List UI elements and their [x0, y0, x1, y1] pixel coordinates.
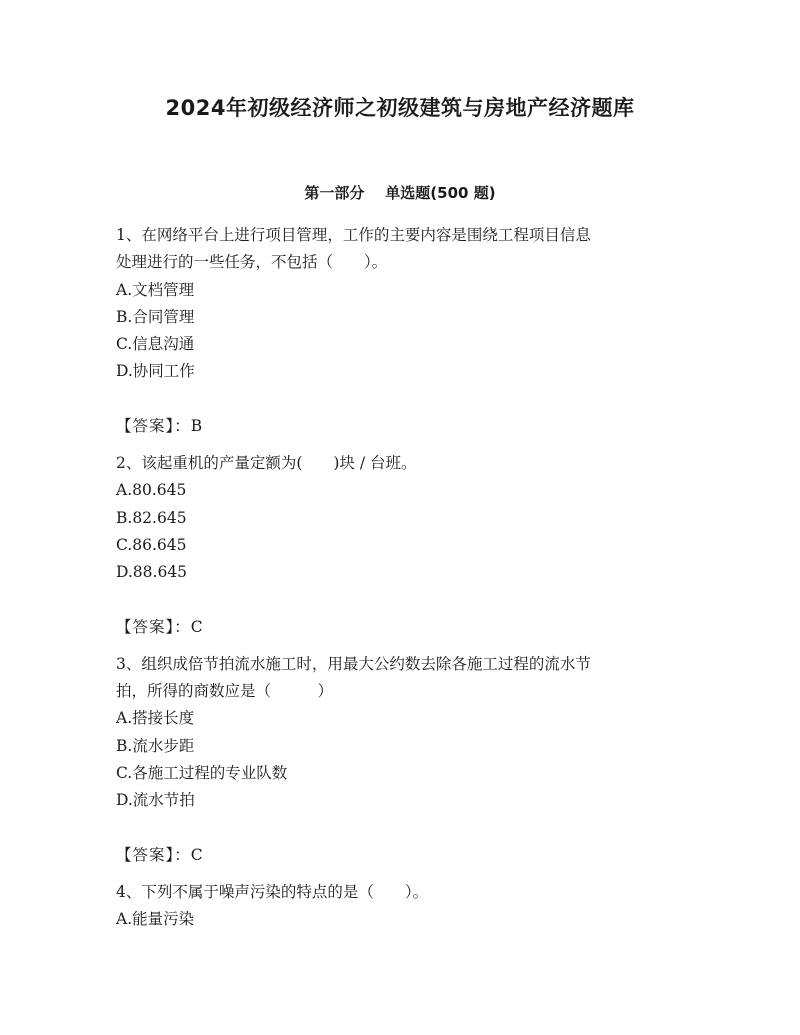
spacer [116, 641, 696, 651]
option-c: C.各施工过程的专业队数 [116, 764, 288, 783]
question-stem-line: 2、该起重机的产量定额为( )块 / 台班。 [116, 454, 417, 473]
question-4 [116, 879, 696, 934]
document-title: 2024年初级经济师之初级建筑与房地产经济题库 [165, 96, 635, 120]
answer-label: 【答案】： [116, 416, 191, 435]
option-d: D.协同工作 [116, 362, 195, 381]
answer-label: 【答案】： [116, 845, 191, 864]
answer-value: B [190, 416, 203, 435]
option-a: A.能量污染 [116, 910, 195, 929]
answer-value: C [190, 617, 203, 636]
question-1 [116, 222, 696, 440]
question-stem-line: 3、组织成倍节拍流水施工时，用最大公约数去除各施工过程的流水节 [116, 654, 591, 673]
option-b: B.流水步距 [116, 736, 195, 755]
option-c: C.信息沟通 [116, 335, 195, 354]
option-d: D.流水节拍 [116, 791, 195, 810]
spacer [116, 869, 696, 879]
answer-label: 【答案】： [116, 617, 191, 636]
question-3 [116, 651, 696, 869]
section-heading: 第一部分 单选题(500 题) [304, 184, 496, 202]
option-a: A.文档管理 [116, 280, 195, 299]
option-a: A.搭接长度 [116, 709, 195, 728]
question-stem-line: 4、下列不属于噪声污染的特点的是（ ）。 [116, 882, 429, 901]
option-a: A.80.645 [116, 481, 187, 500]
option-b: B.合同管理 [116, 307, 195, 326]
answer-value: C [190, 845, 203, 864]
question-stem-line: 处理进行的一些任务，不包括（ ）。 [116, 253, 388, 272]
question-list [116, 222, 696, 934]
answer-line [116, 587, 696, 641]
option-c: C.86.645 [116, 535, 187, 554]
answer-line [116, 815, 696, 869]
spacer [116, 440, 696, 450]
option-b: B.82.645 [116, 508, 187, 527]
option-d: D.88.645 [116, 563, 188, 582]
answer-line [116, 386, 696, 440]
question-stem-line: 拍，所得的商数应是（ ） [116, 682, 334, 701]
question-2 [116, 450, 696, 641]
question-stem-line: 1、在网络平台上进行项目管理，工作的主要内容是围绕工程项目信息 [116, 226, 591, 244]
